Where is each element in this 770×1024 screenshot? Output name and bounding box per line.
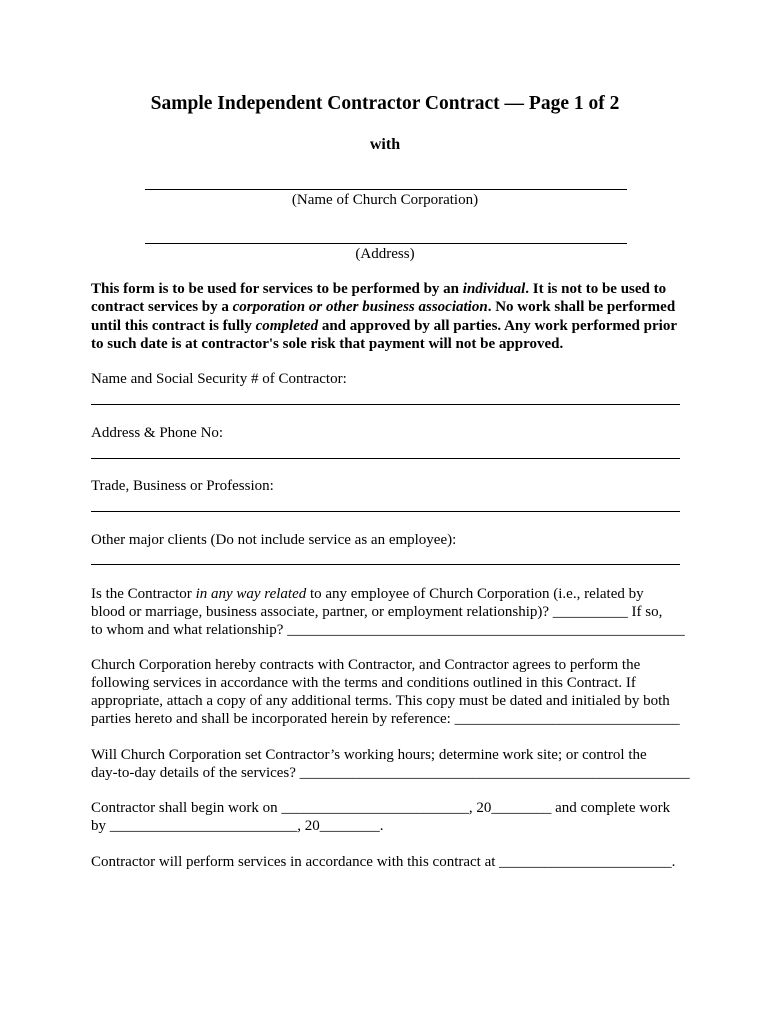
other-clients-label: Other major clients (Do not include service as an employee):	[91, 532, 457, 548]
working-hours-line-2[interactable]: day-to-day details of the services? ____________________________________________________	[91, 765, 690, 781]
related-text: Is the Contractor	[91, 586, 196, 602]
contracts-paragraph-line-2: following services in accordance with the terms and conditions outlined in this Contract. If	[91, 675, 636, 691]
address-phone-label: Address & Phone No:	[91, 425, 224, 441]
with-label: with	[369, 136, 401, 153]
related-text: to any employee of Church Corporation (i.e., related by	[306, 586, 644, 602]
notice-text: This form is to be used for services to be performed by an	[91, 281, 463, 297]
related-emphasis: in any way related	[195, 586, 307, 602]
name-ssn-field[interactable]	[91, 404, 680, 405]
church-address-caption: (Address)	[355, 246, 415, 262]
church-name-line[interactable]	[145, 189, 627, 190]
working-hours-line-1: Will Church Corporation set Contractor’s working hours; determine work site; or control the	[91, 747, 647, 763]
related-question-line-2[interactable]: blood or marriage, business associate, partner, or employment relationship)? __________ If so,	[91, 604, 663, 620]
document-title: Sample Independent Contractor Contract — Page 1 of 2	[150, 93, 620, 114]
contracts-paragraph-line-1: Church Corporation hereby contracts with Contractor, and Contractor agrees to perform the	[91, 657, 641, 673]
notice-text: and approved by all parties. Any work performed prior to such date is at contractor's sole risk that payment will not be approved.	[91, 317, 677, 352]
related-question-line-3[interactable]: to whom and what relationship? _____________________________________________________	[91, 622, 685, 638]
start-date-line[interactable]: Contractor shall begin work on _________________________, 20________ and complete work	[91, 800, 671, 816]
church-address-line[interactable]	[145, 243, 627, 244]
contracts-paragraph-line-4[interactable]: parties hereto and shall be incorporated herein by reference: ______________________________	[91, 711, 680, 727]
usage-notice	[91, 280, 691, 353]
contracts-paragraph-line-3: appropriate, attach a copy of any additional terms. This copy must be dated and initialed by both	[91, 693, 670, 709]
trade-label: Trade, Business or Profession:	[91, 478, 274, 494]
notice-emphasis: individual	[462, 281, 526, 297]
service-location-line[interactable]: Contractor will perform services in accordance with this contract at _______________________.	[91, 854, 676, 870]
notice-emphasis: corporation or other business association	[232, 299, 488, 316]
notice-text: . It is not to be used to contract services by a	[91, 281, 667, 316]
end-date-line[interactable]: by _________________________, 20________.	[91, 818, 384, 834]
address-phone-field[interactable]	[91, 458, 680, 459]
trade-field[interactable]	[91, 511, 680, 512]
related-question	[91, 585, 644, 603]
notice-text: . No work shall be performed until this contract is fully	[91, 299, 676, 334]
other-clients-field[interactable]	[91, 564, 680, 565]
notice-emphasis: completed	[255, 317, 319, 334]
church-name-caption: (Name of Church Corporation)	[291, 192, 479, 208]
name-ssn-label: Name and Social Security # of Contractor:	[91, 371, 347, 387]
